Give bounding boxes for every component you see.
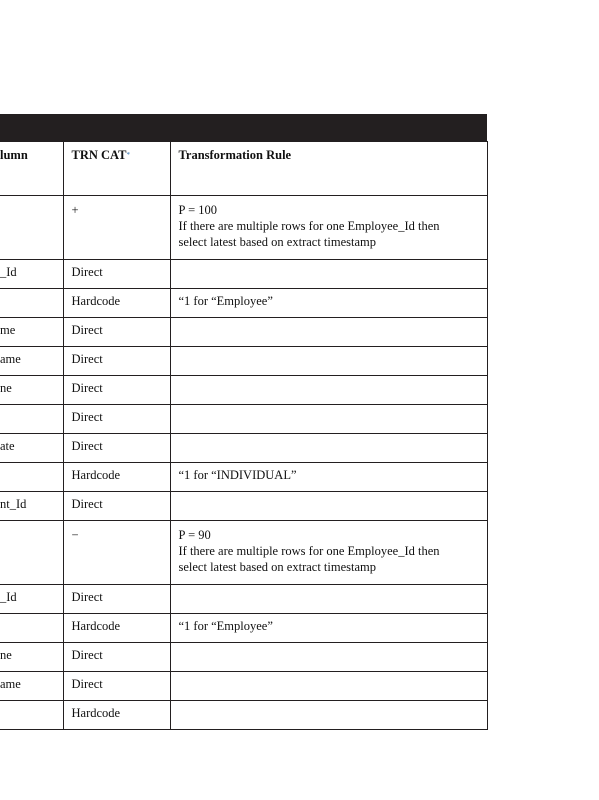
transformation-rule-line: select latest based on extract timestamp xyxy=(178,560,376,574)
transformation-rule-line: “1 for “Employee” xyxy=(178,619,273,633)
column-name-text: ne xyxy=(0,381,12,395)
table-row xyxy=(0,405,487,434)
transformation-rule-line: select latest based on extract timestamp xyxy=(178,235,376,249)
table-row xyxy=(0,260,487,289)
transformation-rule-line: P = 100 xyxy=(178,203,218,217)
rule-header-label: Transformation Rule xyxy=(178,148,292,162)
column-header-cell xyxy=(0,142,63,196)
table-row xyxy=(0,434,487,463)
trn-cat-cell xyxy=(63,405,170,434)
table-header-row xyxy=(0,142,487,196)
column-name-text: me xyxy=(0,323,16,337)
column-name-cell xyxy=(0,376,63,405)
transformation-rule-cell xyxy=(170,521,487,585)
table-row xyxy=(0,614,487,643)
column-name-cell xyxy=(0,347,63,376)
column-name-text: _Id xyxy=(0,265,17,279)
table-row xyxy=(0,585,487,614)
trn-cat-text: Hardcode xyxy=(71,706,121,720)
column-name-cell xyxy=(0,585,63,614)
table-row xyxy=(0,521,487,585)
trn-cat-text: Direct xyxy=(71,677,103,691)
trn-cat-cell xyxy=(63,376,170,405)
column-name-cell xyxy=(0,614,63,643)
transformation-rule-cell xyxy=(170,585,487,614)
trn-cat-footnote-marker: * xyxy=(126,151,130,159)
trn-cat-text: Direct xyxy=(71,590,103,604)
trn-cat-cell xyxy=(63,585,170,614)
trn-cat-cell xyxy=(63,492,170,521)
column-name-text: ate xyxy=(0,439,15,453)
table-viewport xyxy=(0,141,488,720)
trn-cat-text: Direct xyxy=(71,352,103,366)
column-name-cell xyxy=(0,672,63,701)
transformation-rule-cell xyxy=(170,347,487,376)
column-name-cell xyxy=(0,434,63,463)
trn-cat-cell xyxy=(63,701,170,730)
rule-header-cell xyxy=(170,142,487,196)
transformation-rule-cell xyxy=(170,405,487,434)
column-header-label: lumn xyxy=(0,148,28,162)
trn-cat-cell xyxy=(63,347,170,376)
trn-cat-header-cell xyxy=(63,142,170,196)
transformation-rule-cell xyxy=(170,672,487,701)
transformation-rule-cell xyxy=(170,492,487,521)
column-name-text: ame xyxy=(0,352,21,366)
trn-cat-cell xyxy=(63,672,170,701)
transformation-rule-cell xyxy=(170,614,487,643)
column-name-cell xyxy=(0,260,63,289)
column-name-cell xyxy=(0,196,63,260)
column-name-cell xyxy=(0,463,63,492)
transformation-rule-cell xyxy=(170,376,487,405)
trn-cat-text: + xyxy=(71,203,79,217)
trn-cat-cell xyxy=(63,196,170,260)
trn-cat-cell xyxy=(63,434,170,463)
column-name-text: ne xyxy=(0,648,12,662)
trn-cat-cell xyxy=(63,260,170,289)
table-row xyxy=(0,463,487,492)
transformation-rule-line: P = 90 xyxy=(178,528,211,542)
table-row xyxy=(0,318,487,347)
trn-cat-text: Direct xyxy=(71,265,103,279)
transformation-rule-cell xyxy=(170,701,487,730)
column-name-text: nt_Id xyxy=(0,497,27,511)
table-row xyxy=(0,492,487,521)
trn-cat-text: − xyxy=(71,528,79,542)
transformation-rule-cell xyxy=(170,289,487,318)
trn-cat-cell xyxy=(63,289,170,318)
transformation-rule-cell xyxy=(170,463,487,492)
transformation-table xyxy=(0,141,488,730)
column-name-cell xyxy=(0,289,63,318)
column-name-cell xyxy=(0,405,63,434)
column-name-cell xyxy=(0,643,63,672)
trn-cat-cell xyxy=(63,463,170,492)
transformation-rule-cell xyxy=(170,434,487,463)
table-row xyxy=(0,376,487,405)
column-name-cell xyxy=(0,492,63,521)
trn-cat-text: Direct xyxy=(71,497,103,511)
table-row xyxy=(0,701,487,730)
trn-cat-text: Hardcode xyxy=(71,468,121,482)
table-row xyxy=(0,643,487,672)
trn-cat-cell xyxy=(63,318,170,347)
table-title-bar xyxy=(0,114,487,141)
trn-cat-header-label: TRN CAT xyxy=(71,148,127,162)
table-row xyxy=(0,672,487,701)
column-name-cell xyxy=(0,701,63,730)
trn-cat-cell xyxy=(63,614,170,643)
table-row xyxy=(0,347,487,376)
column-name-text: ame xyxy=(0,677,21,691)
trn-cat-text: Direct xyxy=(71,381,103,395)
transformation-rule-cell xyxy=(170,260,487,289)
trn-cat-text: Hardcode xyxy=(71,619,121,633)
transformation-rule-line: “1 for “Employee” xyxy=(178,294,273,308)
trn-cat-text: Direct xyxy=(71,439,103,453)
trn-cat-text: Direct xyxy=(71,410,103,424)
column-name-text: _Id xyxy=(0,590,17,604)
transformation-rule-cell xyxy=(170,196,487,260)
trn-cat-text: Direct xyxy=(71,323,103,337)
trn-cat-text: Hardcode xyxy=(71,294,121,308)
transformation-rule-line: If there are multiple rows for one Employee_Id then xyxy=(178,219,440,233)
table-row xyxy=(0,289,487,318)
trn-cat-cell xyxy=(63,521,170,585)
transformation-rule-cell xyxy=(170,643,487,672)
transformation-rule-line: If there are multiple rows for one Employee_Id then xyxy=(178,544,440,558)
column-name-cell xyxy=(0,318,63,347)
table-row xyxy=(0,196,487,260)
trn-cat-cell xyxy=(63,643,170,672)
transformation-rule-line: “1 for “INDIVIDUAL” xyxy=(178,468,297,482)
transformation-rule-cell xyxy=(170,318,487,347)
table-body xyxy=(0,142,487,730)
column-name-cell xyxy=(0,521,63,585)
trn-cat-text: Direct xyxy=(71,648,103,662)
